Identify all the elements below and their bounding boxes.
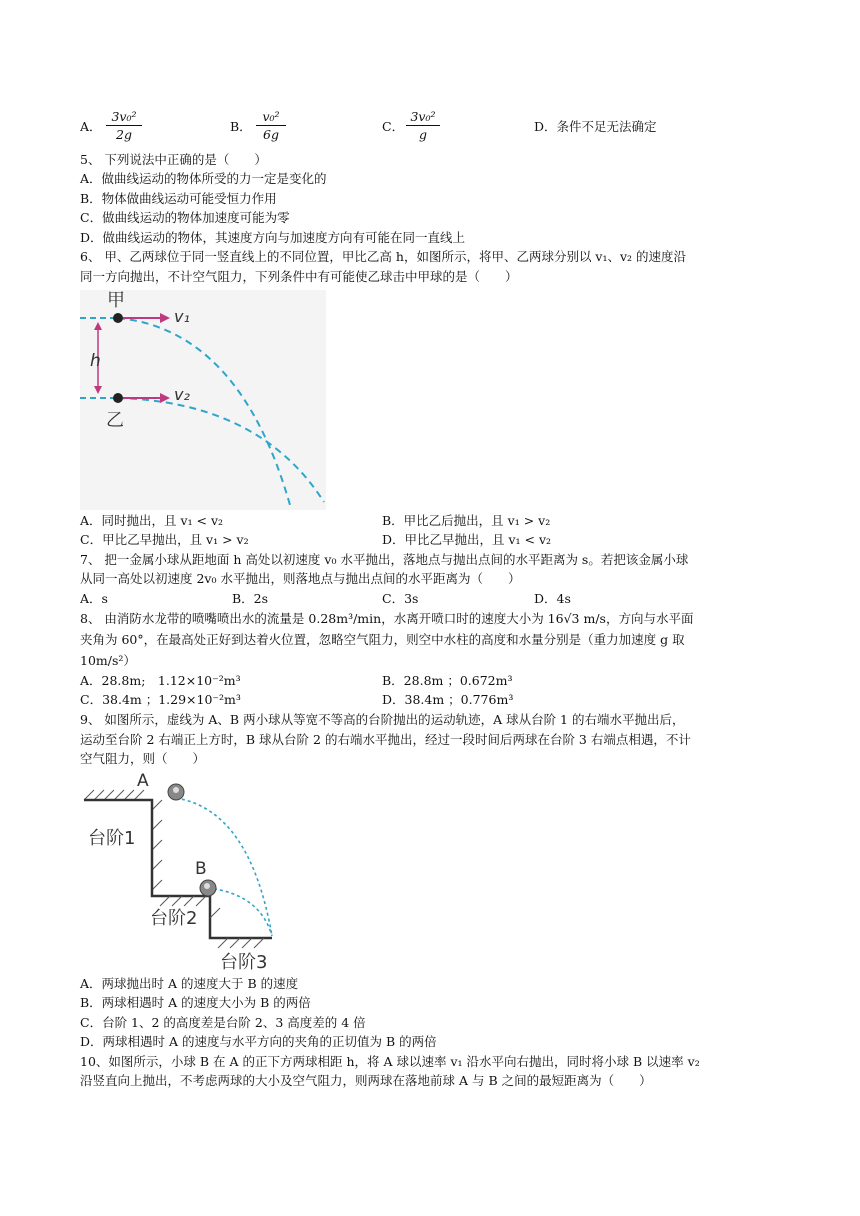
q7-option-a: A．s xyxy=(80,591,108,606)
label-step3: 台阶3 xyxy=(220,952,268,972)
q4-option-a-fraction xyxy=(106,108,142,144)
label-b: B xyxy=(195,859,207,879)
ball-jia xyxy=(113,313,123,323)
q6-option-d: D．甲比乙早抛出，且 v₁ < v₂ xyxy=(382,532,552,547)
fraction-denominator: 2g xyxy=(116,127,132,142)
q4-option-b-label: B． xyxy=(230,119,252,134)
q4-option-c-fraction xyxy=(406,108,440,144)
q8-option-b: B．28.8m ；0.672m³ xyxy=(382,673,513,688)
q5-option-b: B．物体做曲线运动可能受恒力作用 xyxy=(80,191,277,206)
q4-option-c-label: C． xyxy=(382,119,405,134)
q8-stem-line2: 夹角为 60°，在最高处正好到达着火位置，忽略空气阻力，则空中水柱的高度和水量分别是（重力加速度 g 取 xyxy=(80,632,685,647)
q9-stem-line3: 空气阻力，则（ ） xyxy=(80,751,206,766)
fraction-denominator: 6g xyxy=(263,127,279,142)
fraction-numerator: 3v₀² xyxy=(406,108,440,126)
q6-stem-line1: 6、 甲、乙两球位于同一竖直线上的不同位置，甲比乙高 h，如图所示，将甲、乙两球分别以 v₁、v₂ 的速度沿 xyxy=(80,249,687,264)
q8-stem-line1: 8、 由消防水龙带的喷嘴喷出水的流量是 0.28m³/min，水离开喷口时的速度大小为 16√3 m/s，方向与水平面 xyxy=(80,611,694,626)
q8-stem-line3: 10m/s²） xyxy=(80,653,136,668)
trajectory-b xyxy=(208,888,272,936)
q7-option-b: B．2s xyxy=(232,591,269,606)
q6-stem-line2: 同一方向抛出，不计空气阻力，下列条件中有可能使乙球击中甲球的是（ ） xyxy=(80,269,518,284)
q8-option-c: C．38.4m ；1.29×10⁻²m³ xyxy=(80,692,241,707)
q9-option-b: B．两球相遇时 A 的速度大小为 B 的两倍 xyxy=(80,995,311,1010)
label-h: h xyxy=(90,351,101,371)
q5-stem: 5、 下列说法中正确的是（ ） xyxy=(80,152,267,167)
q6-projectile-figure xyxy=(80,290,326,510)
q9-option-a: A．两球抛出时 A 的速度大于 B 的速度 xyxy=(80,976,299,991)
q10-stem-line1: 10、如图所示，小球 B 在 A 的正下方两球相距 h，将 A 球以速率 v₁ 沿水平向右抛出，同时将小球 B 以速率 v₂ xyxy=(80,1054,700,1069)
label-v2: v₂ xyxy=(174,385,190,404)
q5-option-a: A．做曲线运动的物体所受的力一定是变化的 xyxy=(80,171,327,186)
q8-option-d: D．38.4m ；0.776m³ xyxy=(382,692,514,707)
q9-stem-line1: 9、 如图所示，虚线为 A、B 两小球从等宽不等高的台阶抛出的运动轨迹，A 球从台阶 1 的右端水平抛出后， xyxy=(80,712,685,727)
q4-option-a-label: A． xyxy=(80,119,102,134)
label-step1: 台阶1 xyxy=(88,828,136,849)
q4-option-d-text: 条件不足无法确定 xyxy=(556,119,657,134)
q7-stem-line1: 7、 把一金属小球从距地面 h 高处以初速度 v₀ 水平抛出，落地点与抛出点间的水平距离为 s。若把该金属小球 xyxy=(80,552,689,567)
q7-stem-line2: 从同一高处以初速度 2v₀ 水平抛出，则落地点与抛出点间的水平距离为（ ） xyxy=(80,571,521,586)
q5-option-c: C．做曲线运动的物体加速度可能为零 xyxy=(80,210,290,225)
q6-option-b: B．甲比乙后抛出，且 v₁ > v₂ xyxy=(382,513,551,528)
q7-option-c: C．3s xyxy=(382,591,419,606)
label-yi: 乙 xyxy=(106,410,124,431)
q4-option-b-fraction xyxy=(256,108,286,144)
ball-yi xyxy=(113,393,123,403)
label-a: A xyxy=(137,771,149,791)
ball-a-highlight xyxy=(173,787,179,793)
q9-stairs-figure xyxy=(80,770,280,972)
fraction-numerator: 3v₀² xyxy=(106,108,142,126)
q7-option-d: D．4s xyxy=(534,591,571,606)
q9-stem-line2: 运动至台阶 2 右端正上方时，B 球从台阶 2 的右端水平抛出，经过一段时间后两球在台阶 3 右端点相遇，不计 xyxy=(80,732,691,747)
q9-option-c: C．台阶 1、2 的高度差是台阶 2、3 高度差的 4 倍 xyxy=(80,1015,366,1030)
q4-option-d-label: D． xyxy=(534,119,557,134)
q6-option-a: A．同时抛出，且 v₁ < v₂ xyxy=(80,513,224,528)
fraction-denominator: g xyxy=(418,127,427,142)
label-jia: 甲 xyxy=(107,290,125,311)
q9-option-d: D．两球相遇时 A 的速度与水平方向的夹角的正切值为 B 的两倍 xyxy=(80,1034,437,1049)
q10-stem-line2: 沿竖直向上抛出，不考虑两球的大小及空气阻力，则两球在落地前球 A 与 B 之间的最短距离为（ ） xyxy=(80,1073,652,1088)
q6-option-c: C．甲比乙早抛出，且 v₁ > v₂ xyxy=(80,532,249,547)
q4-option-d xyxy=(534,118,657,136)
q8-option-a: A．28.8m; 1.12×10⁻²m³ xyxy=(80,673,241,688)
ball-b-highlight xyxy=(204,883,210,889)
q5-option-d: D．做曲线运动的物体，其速度方向与加速度方向有可能在同一直线上 xyxy=(80,230,466,245)
label-step2: 台阶2 xyxy=(150,908,198,929)
fraction-numerator: v₀² xyxy=(256,108,286,126)
label-v1: v₁ xyxy=(174,307,190,326)
